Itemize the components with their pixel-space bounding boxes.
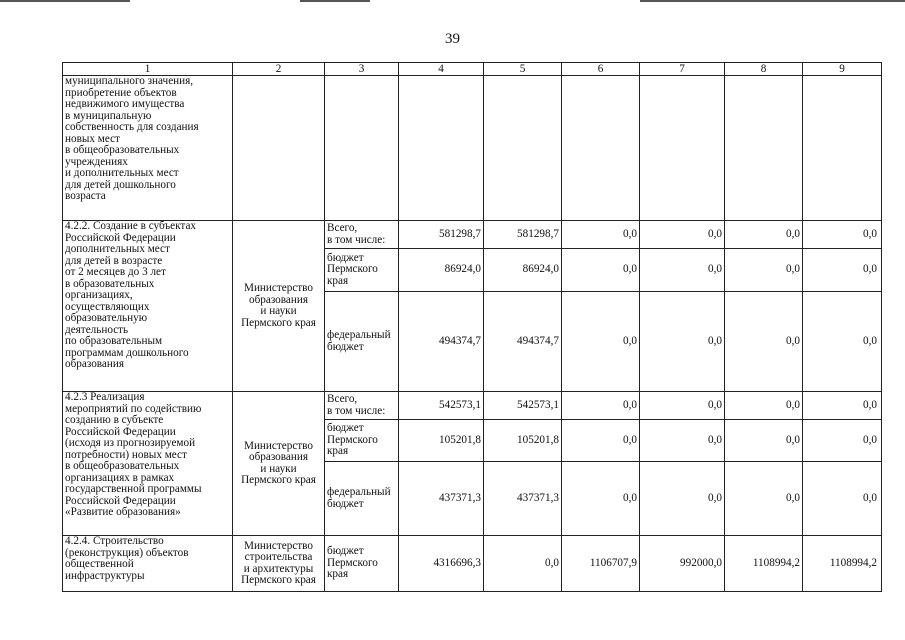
executor-name: Министерство образования и науки Пермского края [241,439,316,486]
header-cell: 1 [63,63,233,76]
funding-source: бюджет Пермского края [325,420,399,462]
measure-name-cell [63,392,233,536]
value-cell: 0,0 [562,221,640,249]
value-cell: 0,0 [640,462,725,536]
empty-cell [399,76,484,221]
value-cell: 494374,7 [484,292,562,392]
value-cell: 0,0 [640,249,725,292]
value-cell: 0,0 [803,462,882,536]
value-cell: 0,0 [562,462,640,536]
funding-source: бюджет Пермского края [325,536,399,592]
measure-name: 4.2.3 Реализация мероприятий по содействию созданию в субъекте Российской Федерации (исходя из прогнозируемой потребности) новых мест в общеобразовательных организациях в рамках государственной программы Российской Федерации «Развитие образования» [65,391,202,518]
funding-source: бюджет Пермского края [325,249,399,292]
header-cell: 9 [803,63,882,76]
value-cell: 0,0 [725,292,803,392]
empty-cell [640,76,725,221]
measure-name-cell [63,221,233,392]
value-cell: 0,0 [484,536,562,592]
empty-cell [484,76,562,221]
continuation-row [63,76,882,221]
executor-cell [233,392,325,536]
value-cell: 581298,7 [399,221,484,249]
table-row [63,536,882,592]
header-cell: 8 [725,63,803,76]
measure-name-cell [63,536,233,592]
value-cell: 0,0 [725,249,803,292]
value-cell: 1106707,9 [562,536,640,592]
value-cell: 0,0 [803,249,882,292]
value-cell: 542573,1 [399,392,484,420]
value-cell: 437371,3 [399,462,484,536]
value-cell: 4316696,3 [399,536,484,592]
top-scan-rule-middle [300,0,370,2]
executor-name: Министерство строительства и архитектуры Пермского края [241,539,316,586]
table-row [63,392,882,420]
value-cell: 0,0 [562,249,640,292]
value-cell: 542573,1 [484,392,562,420]
header-cell: 7 [640,63,725,76]
value-cell: 105201,8 [399,420,484,462]
table-row [63,221,882,249]
empty-cell [562,76,640,221]
value-cell: 0,0 [640,392,725,420]
header-cell: 2 [233,63,325,76]
executor-cell [233,536,325,592]
value-cell: 0,0 [562,392,640,420]
funding-source: Всего, в том числе: [325,392,399,420]
header-cell: 5 [484,63,562,76]
executor-cell [233,221,325,392]
header-row [63,63,882,76]
empty-cell [233,76,325,221]
value-cell: 86924,0 [399,249,484,292]
value-cell: 1108994,2 [725,536,803,592]
value-cell: 0,0 [640,221,725,249]
value-cell: 0,0 [725,392,803,420]
value-cell: 0,0 [725,462,803,536]
empty-cell [803,76,882,221]
value-cell: 1108994,2 [803,536,882,592]
executor-name: Министерство образования и науки Пермского края [241,282,316,329]
value-cell: 437371,3 [484,462,562,536]
value-cell: 0,0 [725,221,803,249]
value-cell: 0,0 [562,292,640,392]
header-cell: 4 [399,63,484,76]
funding-source: федеральный бюджет [325,292,399,392]
header-cell: 3 [325,63,399,76]
measure-name: 4.2.2. Создание в субъектах Российской Федерации дополнительных мест для детей в возрасте от 2 месяцев до 3 лет в образовательных организациях, осуществляющих образовательную деятельность по образовательным программам дошкольного образования [65,220,197,370]
funding-source: Всего, в том числе: [325,221,399,249]
value-cell: 0,0 [803,420,882,462]
funding-source: федеральный бюджет [325,462,399,536]
value-cell: 105201,8 [484,420,562,462]
measure-name: муниципального значения, приобретение объектов недвижимого имущества в муниципальную собственность для создания новых мест в общеобразовательных учреждениях и дополнительных мест для детей дошкольного возраста [65,75,199,202]
value-cell: 0,0 [640,292,725,392]
header-cell: 6 [562,63,640,76]
value-cell: 494374,7 [399,292,484,392]
measure-name: 4.2.4. Строительство (реконструкция) объектов общественной инфраструктуры [65,535,189,582]
value-cell: 0,0 [640,420,725,462]
value-cell: 0,0 [803,221,882,249]
top-scan-rule-right [640,0,905,2]
value-cell: 86924,0 [484,249,562,292]
value-cell: 0,0 [803,392,882,420]
page-number: 39 [445,31,460,47]
value-cell: 0,0 [725,420,803,462]
value-cell: 581298,7 [484,221,562,249]
value-cell: 0,0 [803,292,882,392]
empty-cell [725,76,803,221]
empty-cell [325,76,399,221]
top-scan-rule-left [0,0,130,2]
value-cell: 0,0 [562,420,640,462]
program-table [62,62,882,592]
measure-name-cell [63,76,233,221]
value-cell: 992000,0 [640,536,725,592]
